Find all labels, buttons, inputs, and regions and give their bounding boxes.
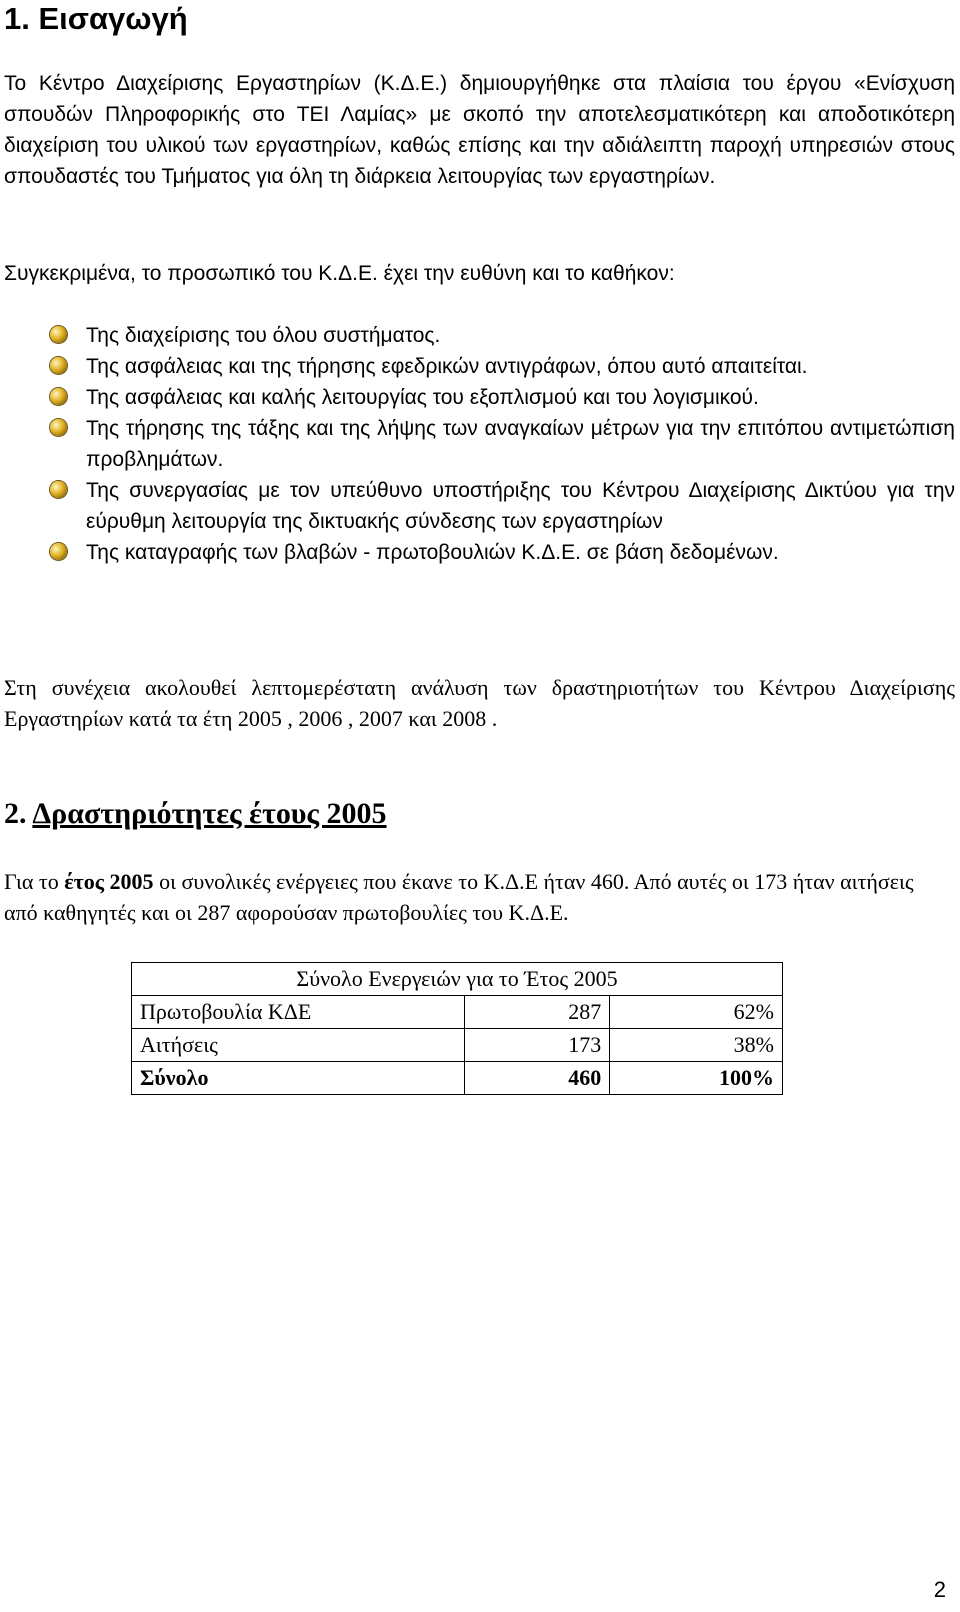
section-2-heading xyxy=(4,796,387,832)
list-item xyxy=(0,413,955,475)
list-item xyxy=(0,351,955,382)
intro-paragraph: Το Κέντρο Διαχείρισης Εργαστηρίων (Κ.Δ.Ε.) δημιουργήθηκε στα πλαίσια του έργου «Ενίσχυση σπουδών Πληροφορικής στο ΤΕΙ Λαμίας» με σκοπό την αποτελεσματικότερη και αποδοτικότερη διαχείριση του υλικού των εργαστηρίων, καθώς επίσης και την αδιάλειπτη παροχή υπηρεσιών στους σπουδαστές του Τμήματος για όλη τη διάρκεια λειτουργίας των εργαστηρίων. xyxy=(4,72,955,188)
list-item-text: Της ασφάλειας και της τήρησης εφεδρικών αντιγράφων, όπου αυτό απαιτείται. xyxy=(86,355,808,378)
table-cell-percent: 62% xyxy=(610,996,783,1029)
list-item-text: Της διαχείρισης του όλου συστήματος. xyxy=(86,324,441,347)
table-title-row xyxy=(132,963,783,996)
gold-sphere-bullet-icon xyxy=(50,357,67,374)
table-cell-label: Αιτήσεις xyxy=(132,1029,465,1062)
responsibilities-list xyxy=(0,320,955,568)
list-item xyxy=(0,475,955,537)
list-item-text: Της καταγραφής των βλαβών - πρωτοβουλιών Κ.Δ.Ε. σε βάση δεδομένων. xyxy=(86,541,779,564)
table-cell-count: 287 xyxy=(464,996,610,1029)
gold-sphere-bullet-icon xyxy=(50,419,67,436)
followup-paragraph: Στη συνέχεια ακολουθεί λεπτομερέστατη ανάλυση των δραστηριοτήτων του Κέντρου Διαχείρισης Εργαστηρίων κατά τα έτη 2005 , 2006 , 2007 και 2008 . xyxy=(4,675,955,731)
responsibilities-intro: Συγκεκριμένα, το προσωπικό του Κ.Δ.Ε. έχει την ευθύνη και το καθήκον: xyxy=(4,262,675,285)
table-cell-label: Πρωτοβουλία ΚΔΕ xyxy=(132,996,465,1029)
actions-2005-table xyxy=(131,962,783,1095)
list-item xyxy=(0,382,955,413)
table-cell-percent: 38% xyxy=(610,1029,783,1062)
gold-sphere-bullet-icon xyxy=(50,543,67,560)
summary-text-end: οι συνολικές ενέργειες που έκανε το Κ.Δ.Ε ήταν 460. Από αυτές οι 173 ήταν αιτήσεις από καθηγητές και οι 287 αφορούσαν πρωτοβουλίες του Κ.Δ.Ε. xyxy=(4,869,914,925)
section-2-number: 2. xyxy=(4,797,27,830)
section-1-heading: 1. Εισαγωγή xyxy=(4,1,188,36)
list-item-text: Της τήρησης της τάξης και της λήψης των αναγκαίων μέτρων για την επιτόπου αντιμετώπιση προβλημάτων. xyxy=(86,417,955,471)
summary-bold-year: έτος 2005 xyxy=(64,869,154,894)
section-2-title: Δραστηριότητες έτους 2005 xyxy=(32,797,387,830)
page-number: 2 xyxy=(933,1577,946,1602)
table-total-percent: 100% xyxy=(610,1062,783,1095)
list-item-text: Της ασφάλειας και καλής λειτουργίας του εξοπλισμού και του λογισμικού. xyxy=(86,386,759,409)
table-title: Σύνολο Ενεργειών για το Έτος 2005 xyxy=(132,963,783,996)
summary-text-start: Για το xyxy=(4,869,65,894)
table-cell-count: 173 xyxy=(464,1029,610,1062)
summary-2005-paragraph xyxy=(4,866,944,928)
table-row xyxy=(132,996,783,1029)
gold-sphere-bullet-icon xyxy=(50,481,67,498)
gold-sphere-bullet-icon xyxy=(50,388,67,405)
table-total-label: Σύνολο xyxy=(132,1062,465,1095)
list-item xyxy=(0,320,955,351)
table-total-count: 460 xyxy=(464,1062,610,1095)
table-total-row xyxy=(132,1062,783,1095)
list-item-text: Της συνεργασίας με τον υπεύθυνο υποστήριξης του Κέντρου Διαχείρισης Δικτύου για την εύρυθμη λειτουργία της δικτυακής σύνδεσης των εργαστηρίων xyxy=(86,479,955,533)
table-row xyxy=(132,1029,783,1062)
list-item xyxy=(0,537,955,568)
gold-sphere-bullet-icon xyxy=(50,326,67,343)
